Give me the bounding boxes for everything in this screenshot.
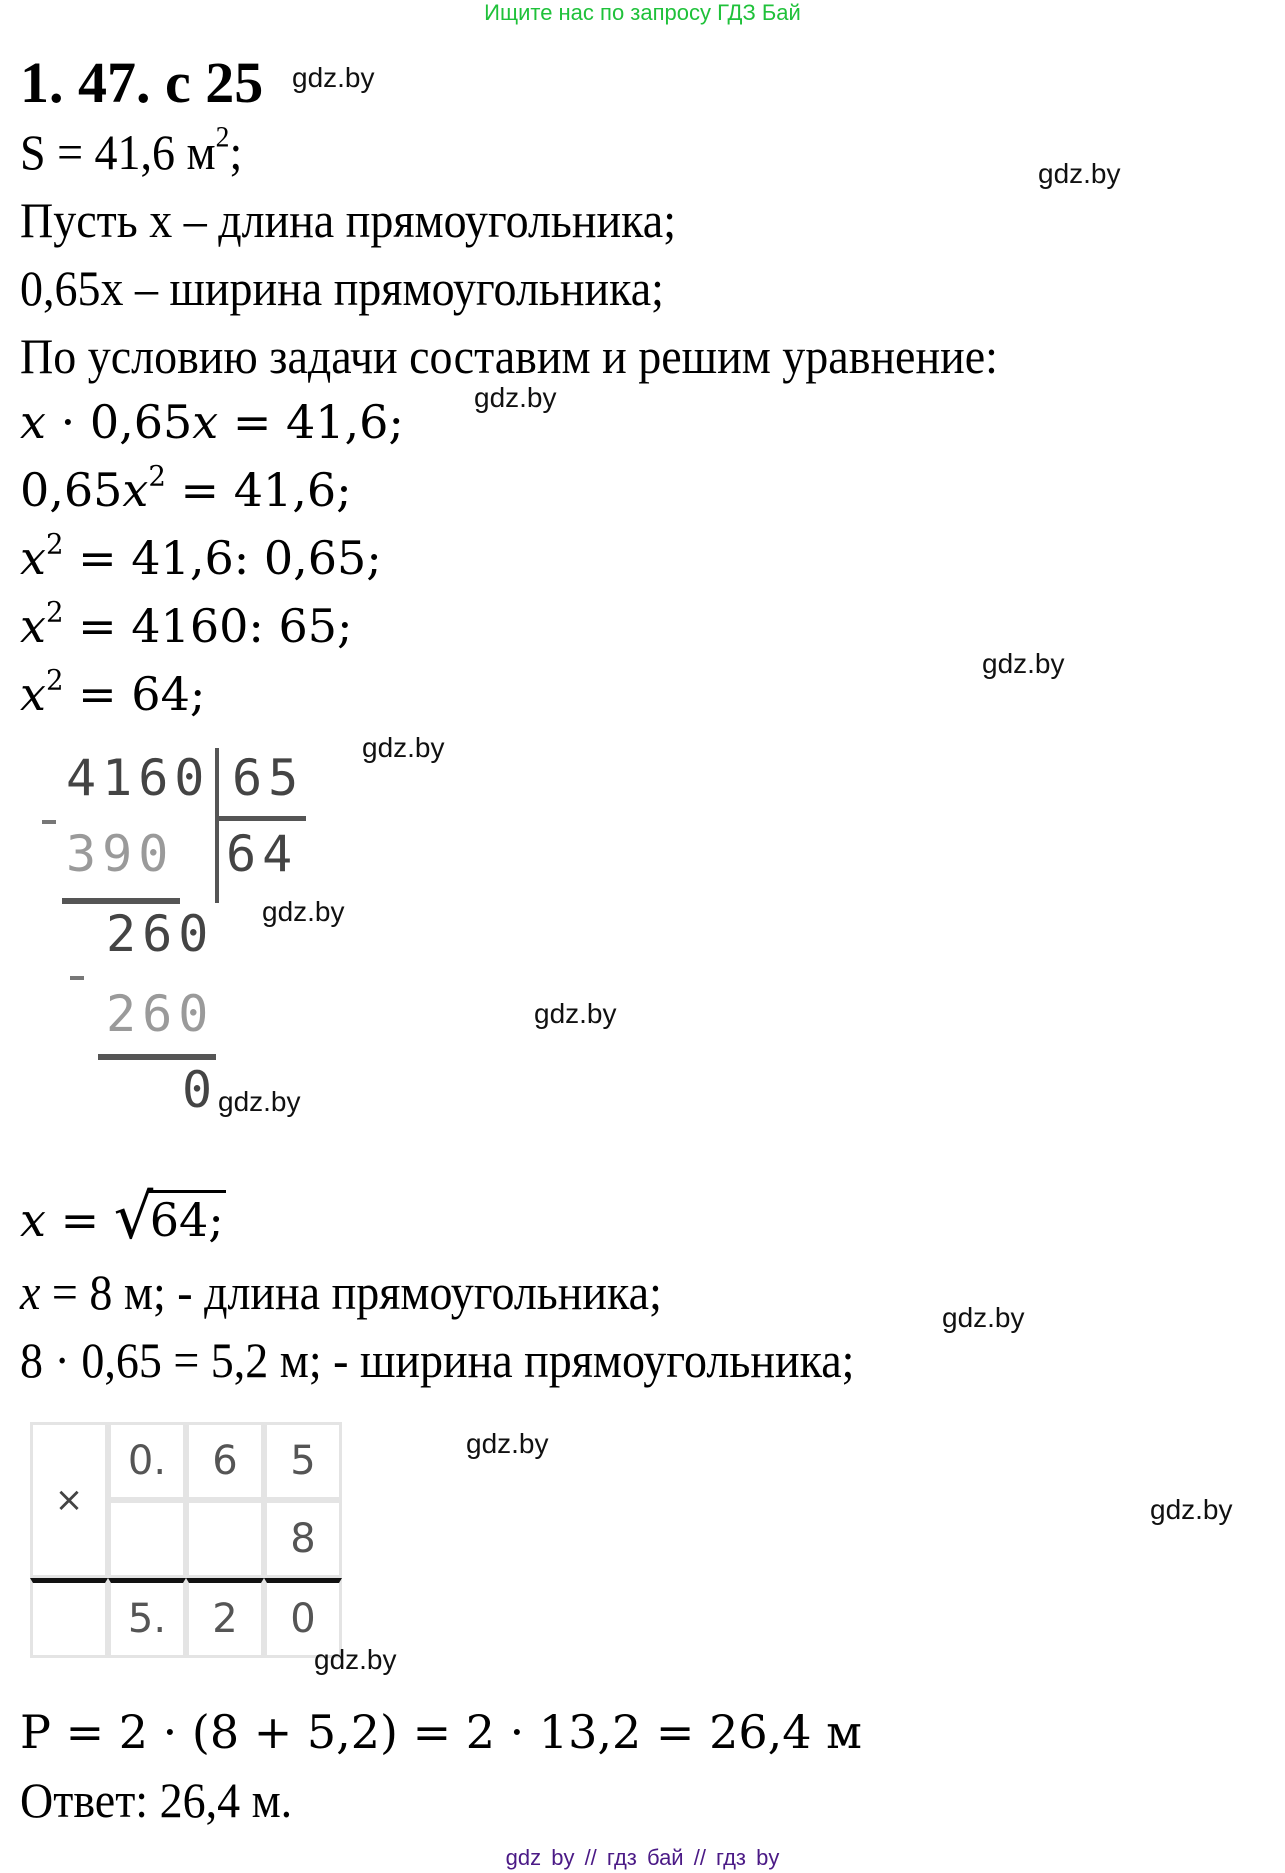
step2-subtrahend: 260 [106,985,215,1043]
watermark: gdz.by [942,1302,1025,1333]
eq4-rhs: = 4160: 65; [63,599,353,653]
step1-subtrahend: 390 [66,825,175,883]
equation-5 [20,664,205,724]
watermark: gdz.by [218,1086,301,1117]
grid-cell: 2 [186,1578,264,1658]
column-multiplication-grid [30,1422,342,1658]
sqrt-equals: = [45,1193,114,1247]
condition-line: По условию задачи составим и решим уравнение: [20,328,998,384]
grid-cell [186,1500,264,1578]
watermark: gdz.by [314,1644,397,1675]
eq1-rhs: = 41,6; [218,395,404,449]
step1-remainder: 260 [106,905,215,963]
long-division [50,750,350,1120]
step1-underline [62,898,180,904]
let-x-line: Пусть x – длина прямоугольника; [20,192,677,248]
width-line: 0,65x – ширина прямоугольника; [20,260,664,316]
watermark: gdz.by [474,382,557,413]
footer-links: gdz by // гдз бай // гдз by [505,1845,780,1870]
step2-underline [98,1054,216,1060]
length-result-line [20,1262,662,1322]
quotient: 64 [226,825,299,883]
given-text: S = 41,6 м [20,124,216,180]
eq1-var2: x [192,395,219,449]
eq2-exp: 2 [148,459,166,493]
eq4-var: x [20,599,46,653]
eq2-var: x [122,463,149,517]
minus-sign [70,976,84,980]
equation-3 [20,528,382,588]
dividend: 4160 [66,749,211,807]
eq3-exp: 2 [45,527,64,561]
divisor: 65 [232,749,305,807]
watermark: gdz.by [262,896,345,927]
division-vertical-bar [215,748,219,903]
minus-sign [42,820,56,824]
watermark: gdz.by [466,1428,549,1459]
grid-cell: 6 [186,1422,264,1500]
eq4-exp: 2 [45,595,64,629]
equation-2 [20,460,352,520]
given-area [20,122,242,182]
square-root [113,1180,226,1253]
eq1-coef: · 0,65 [45,395,193,449]
sqrt-lhs-var: x [20,1193,46,1247]
equation-4 [20,596,353,656]
eq2-coef: 0,65 [20,463,123,517]
watermark: gdz.by [982,648,1065,679]
grid-cell: 0 [264,1578,342,1658]
divisor-underline [218,816,306,821]
length-text: = 8 м; - длина прямоугольника; [40,1264,662,1320]
grid-cell [108,1500,186,1578]
sqrt-argument: 64; [148,1190,226,1247]
equation-1 [20,392,404,452]
final-remainder: 0 [182,1061,219,1119]
width-result-line: 8 · 0,65 = 5,2 м; - ширина прямоугольника; [20,1332,855,1388]
perimeter-line: P = 2 · (8 + 5,2) = 2 · 13,2 = 26,4 м [20,1705,862,1759]
eq2-rhs: = 41,6; [165,463,352,517]
grid-cell: 0. [108,1422,186,1500]
watermark: gdz.by [1038,158,1121,189]
grid-cell: 8 [264,1500,342,1578]
eq5-var: x [20,667,46,721]
watermark: gdz.by [534,998,617,1029]
multiply-icon: × [30,1422,108,1578]
watermark: gdz.by [362,732,445,763]
watermark: gdz.by [1150,1494,1233,1525]
watermark: gdz.by [292,62,375,93]
eq1-var: x [20,395,46,449]
grid-cell: 5. [108,1578,186,1658]
exercise-title: 1. 47. с 25 [20,50,264,115]
answer-line: Ответ: 26,4 м. [20,1772,293,1828]
eq5-rhs: = 64; [63,667,206,721]
eq5-exp: 2 [45,663,64,697]
grid-cell: 5 [264,1422,342,1500]
eq3-var: x [20,531,46,585]
given-tail: ; [229,124,243,180]
sqrt-line [20,1180,226,1253]
grid-cell [30,1578,108,1658]
sqrt-icon: √ [113,1180,154,1253]
given-exponent: 2 [215,120,230,154]
eq3-rhs: = 41,6: 0,65; [63,531,382,585]
search-hint-banner: Ищите нас по запросу ГДЗ Бай [484,0,801,25]
length-var: x [20,1264,41,1320]
